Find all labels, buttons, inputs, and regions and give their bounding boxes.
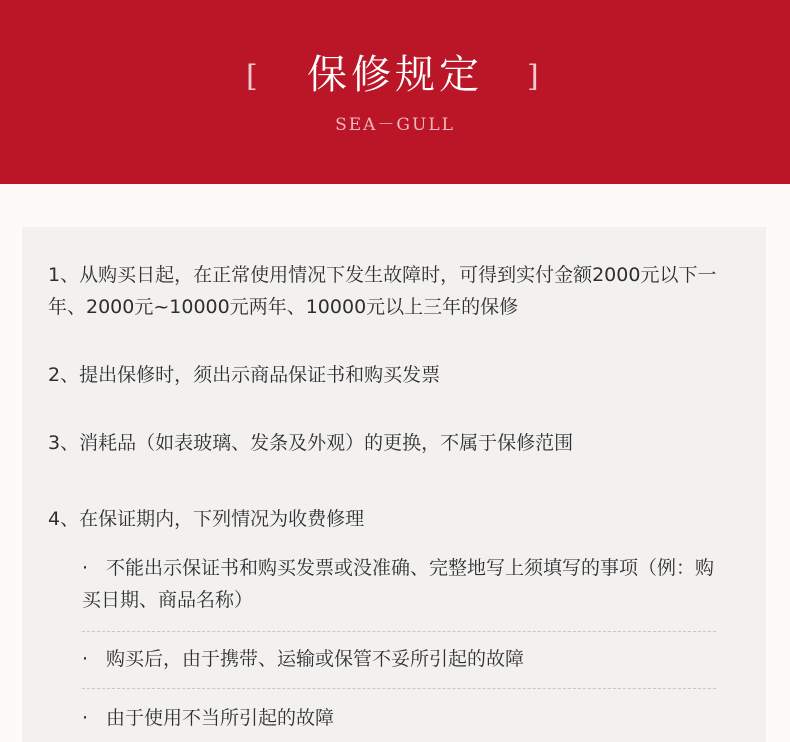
dashed-divider [82, 631, 716, 632]
brand-subtitle: SEA－GULL [335, 115, 455, 135]
paid-repair-case-3 [82, 702, 722, 734]
paid-repair-case-text: 购买后，由于携带、运输或保管不妥所引起的故障 [106, 648, 525, 670]
dashed-divider [82, 688, 716, 689]
paid-repair-case-text: 不能出示保证书和购买发票或没准确、完整地写上须填写的事项（例：购买日期、商品名称） [82, 557, 715, 611]
paid-repair-case-2 [82, 643, 722, 675]
warranty-rule-4: 4、在保证期内，下列情况为收费修理 [48, 508, 365, 530]
warranty-rule-2: 2、提出保修时，须出示商品保证书和购买发票 [48, 364, 441, 386]
header-banner [0, 0, 790, 184]
left-bracket: [ [246, 59, 258, 94]
paid-repair-case-1 [82, 552, 722, 616]
paid-repair-case-text: 由于使用不当所引起的故障 [106, 707, 335, 729]
right-bracket: ] [527, 59, 539, 94]
warranty-panel [22, 227, 766, 742]
bullet-dot: · [82, 707, 89, 729]
bullet-dot: · [82, 648, 89, 670]
page-title: 保修规定 [307, 52, 483, 98]
warranty-rule-3: 3、消耗品（如表玻璃、发条及外观）的更换，不属于保修范围 [48, 432, 574, 454]
bullet-dot: · [82, 557, 89, 579]
warranty-rule-1: 1、从购买日起，在正常使用情况下发生故障时，可得到实付金额2000元以下一年、2000元~10000元两年、10000元以上三年的保修 [48, 264, 717, 318]
